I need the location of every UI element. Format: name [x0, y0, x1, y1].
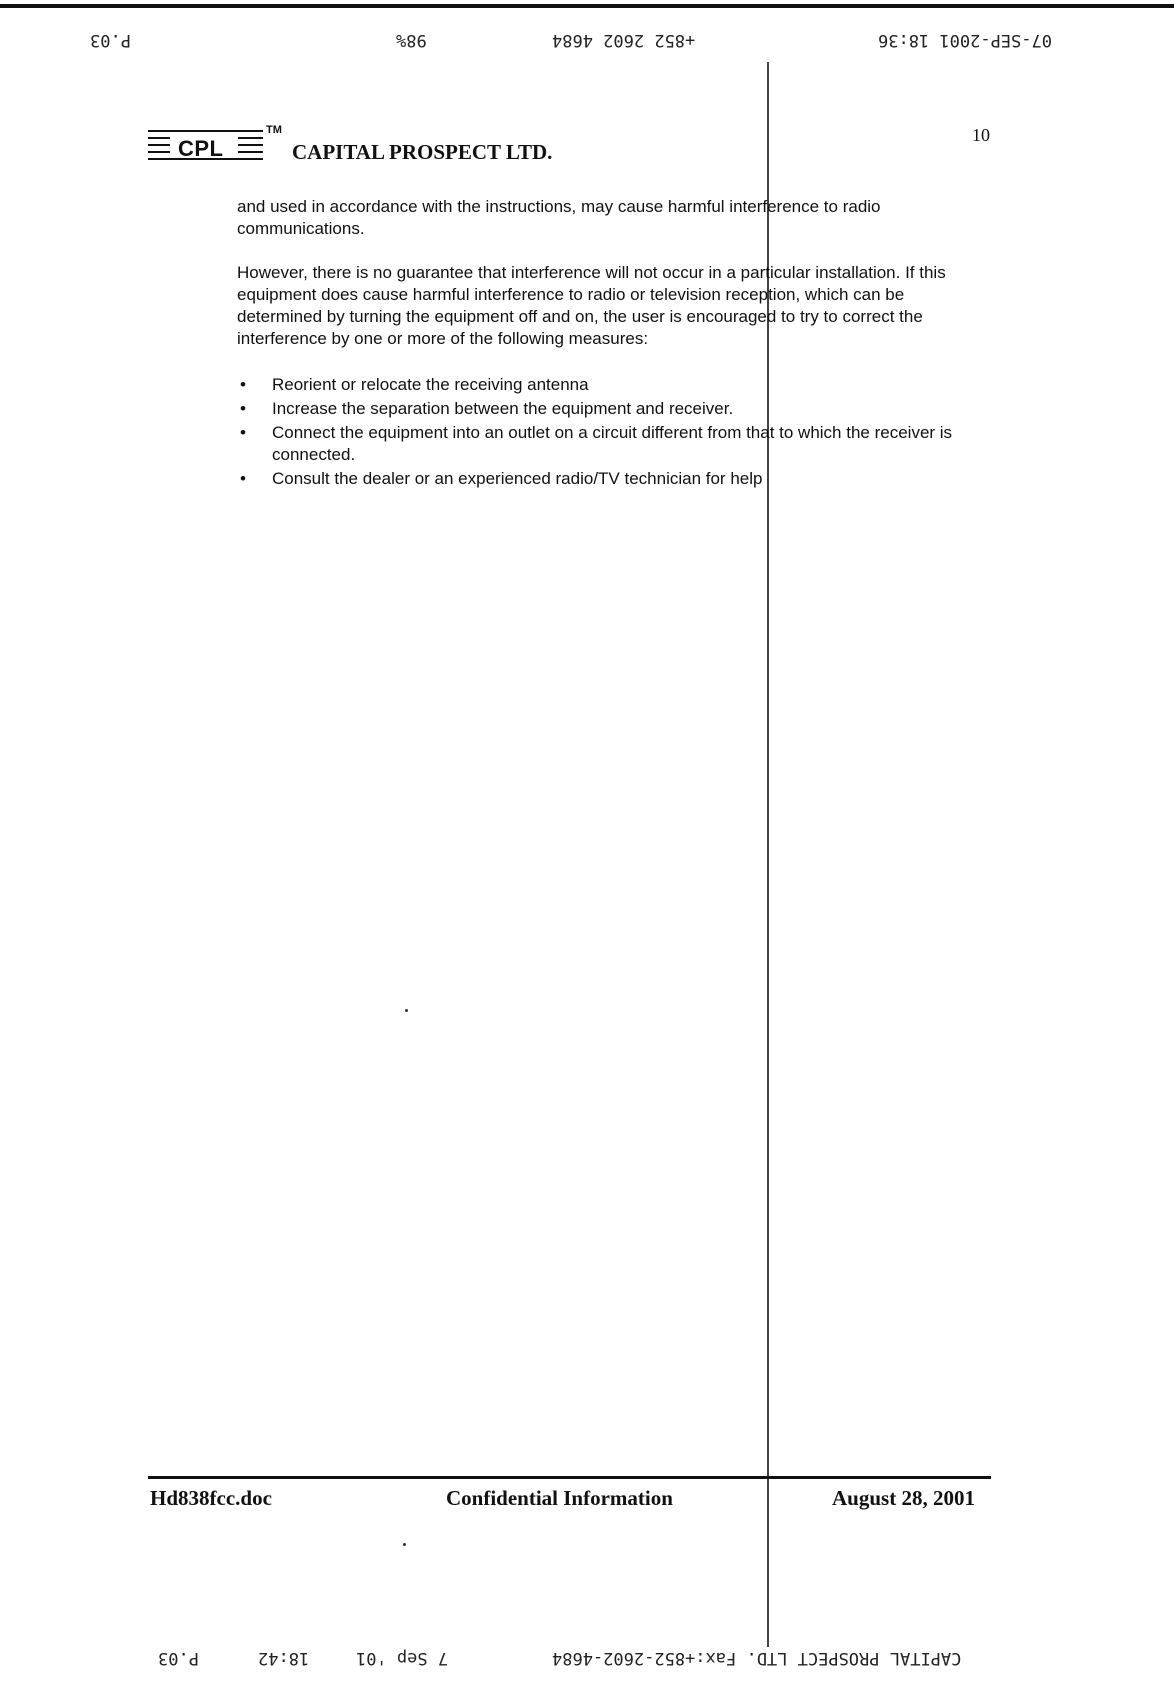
fax-header-datetime: 07-SEP-2001 18:36 [878, 30, 1052, 50]
fax-footer-time: 18:42 [258, 1648, 310, 1668]
bullet-icon: • [240, 423, 246, 442]
bullet-icon: • [240, 469, 246, 488]
fax-header-percent: 98% [396, 30, 427, 50]
list-item: • Increase the separation between the equipment and receiver. [240, 399, 734, 418]
logo-text: CPL [178, 136, 224, 161]
scan-speck [405, 1009, 408, 1012]
trademark-mark: TM [266, 124, 282, 136]
page-number: 10 [972, 125, 990, 145]
top-scan-border [0, 4, 1174, 8]
footer-rule [148, 1476, 991, 1479]
bullet-icon: • [240, 399, 246, 418]
scan-speck [403, 1543, 406, 1546]
fax-footer-page: P.03 [158, 1648, 199, 1668]
paragraph-2: However, there is no guarantee that interference will not occur in a particular installation. If this equipment does cause harmful interference to radio or television reception, which can be determined by turning the equipment off and on, the user is encouraged to try to correct the interference by one or more of the following measures: [237, 263, 946, 348]
fax-transmission-footer [0, 1648, 1174, 1672]
footer-date: August 28, 2001 [832, 1486, 975, 1510]
list-item: • Consult the dealer or an experienced radio/TV technician for help [240, 469, 763, 488]
company-name: CAPITAL PROSPECT LTD. [292, 140, 553, 164]
cpl-logo [148, 122, 263, 166]
fax-footer-sender: CAPITAL PROSPECT LTD. Fax:+852-2602-4684 [552, 1648, 962, 1668]
footer-classification: Confidential Information [446, 1486, 673, 1510]
bullet-icon: • [240, 375, 246, 394]
fax-footer-date: 7 Sep '01 [356, 1648, 449, 1668]
measures-list [237, 374, 977, 492]
fax-header-page: P.03 [90, 30, 131, 50]
footer-filename: Hd838fcc.doc [150, 1486, 272, 1510]
fax-transmission-header [0, 30, 1174, 54]
list-item: • Connect the equipment into an outlet on a circuit different from that to which the receiver is connected. [240, 423, 953, 464]
list-item: • Reorient or relocate the receiving antenna [240, 375, 589, 394]
paragraph-1: and used in accordance with the instructions, may cause harmful interference to radio communications. [237, 197, 881, 238]
fax-header-phone: +852 2602 4684 [552, 30, 696, 50]
